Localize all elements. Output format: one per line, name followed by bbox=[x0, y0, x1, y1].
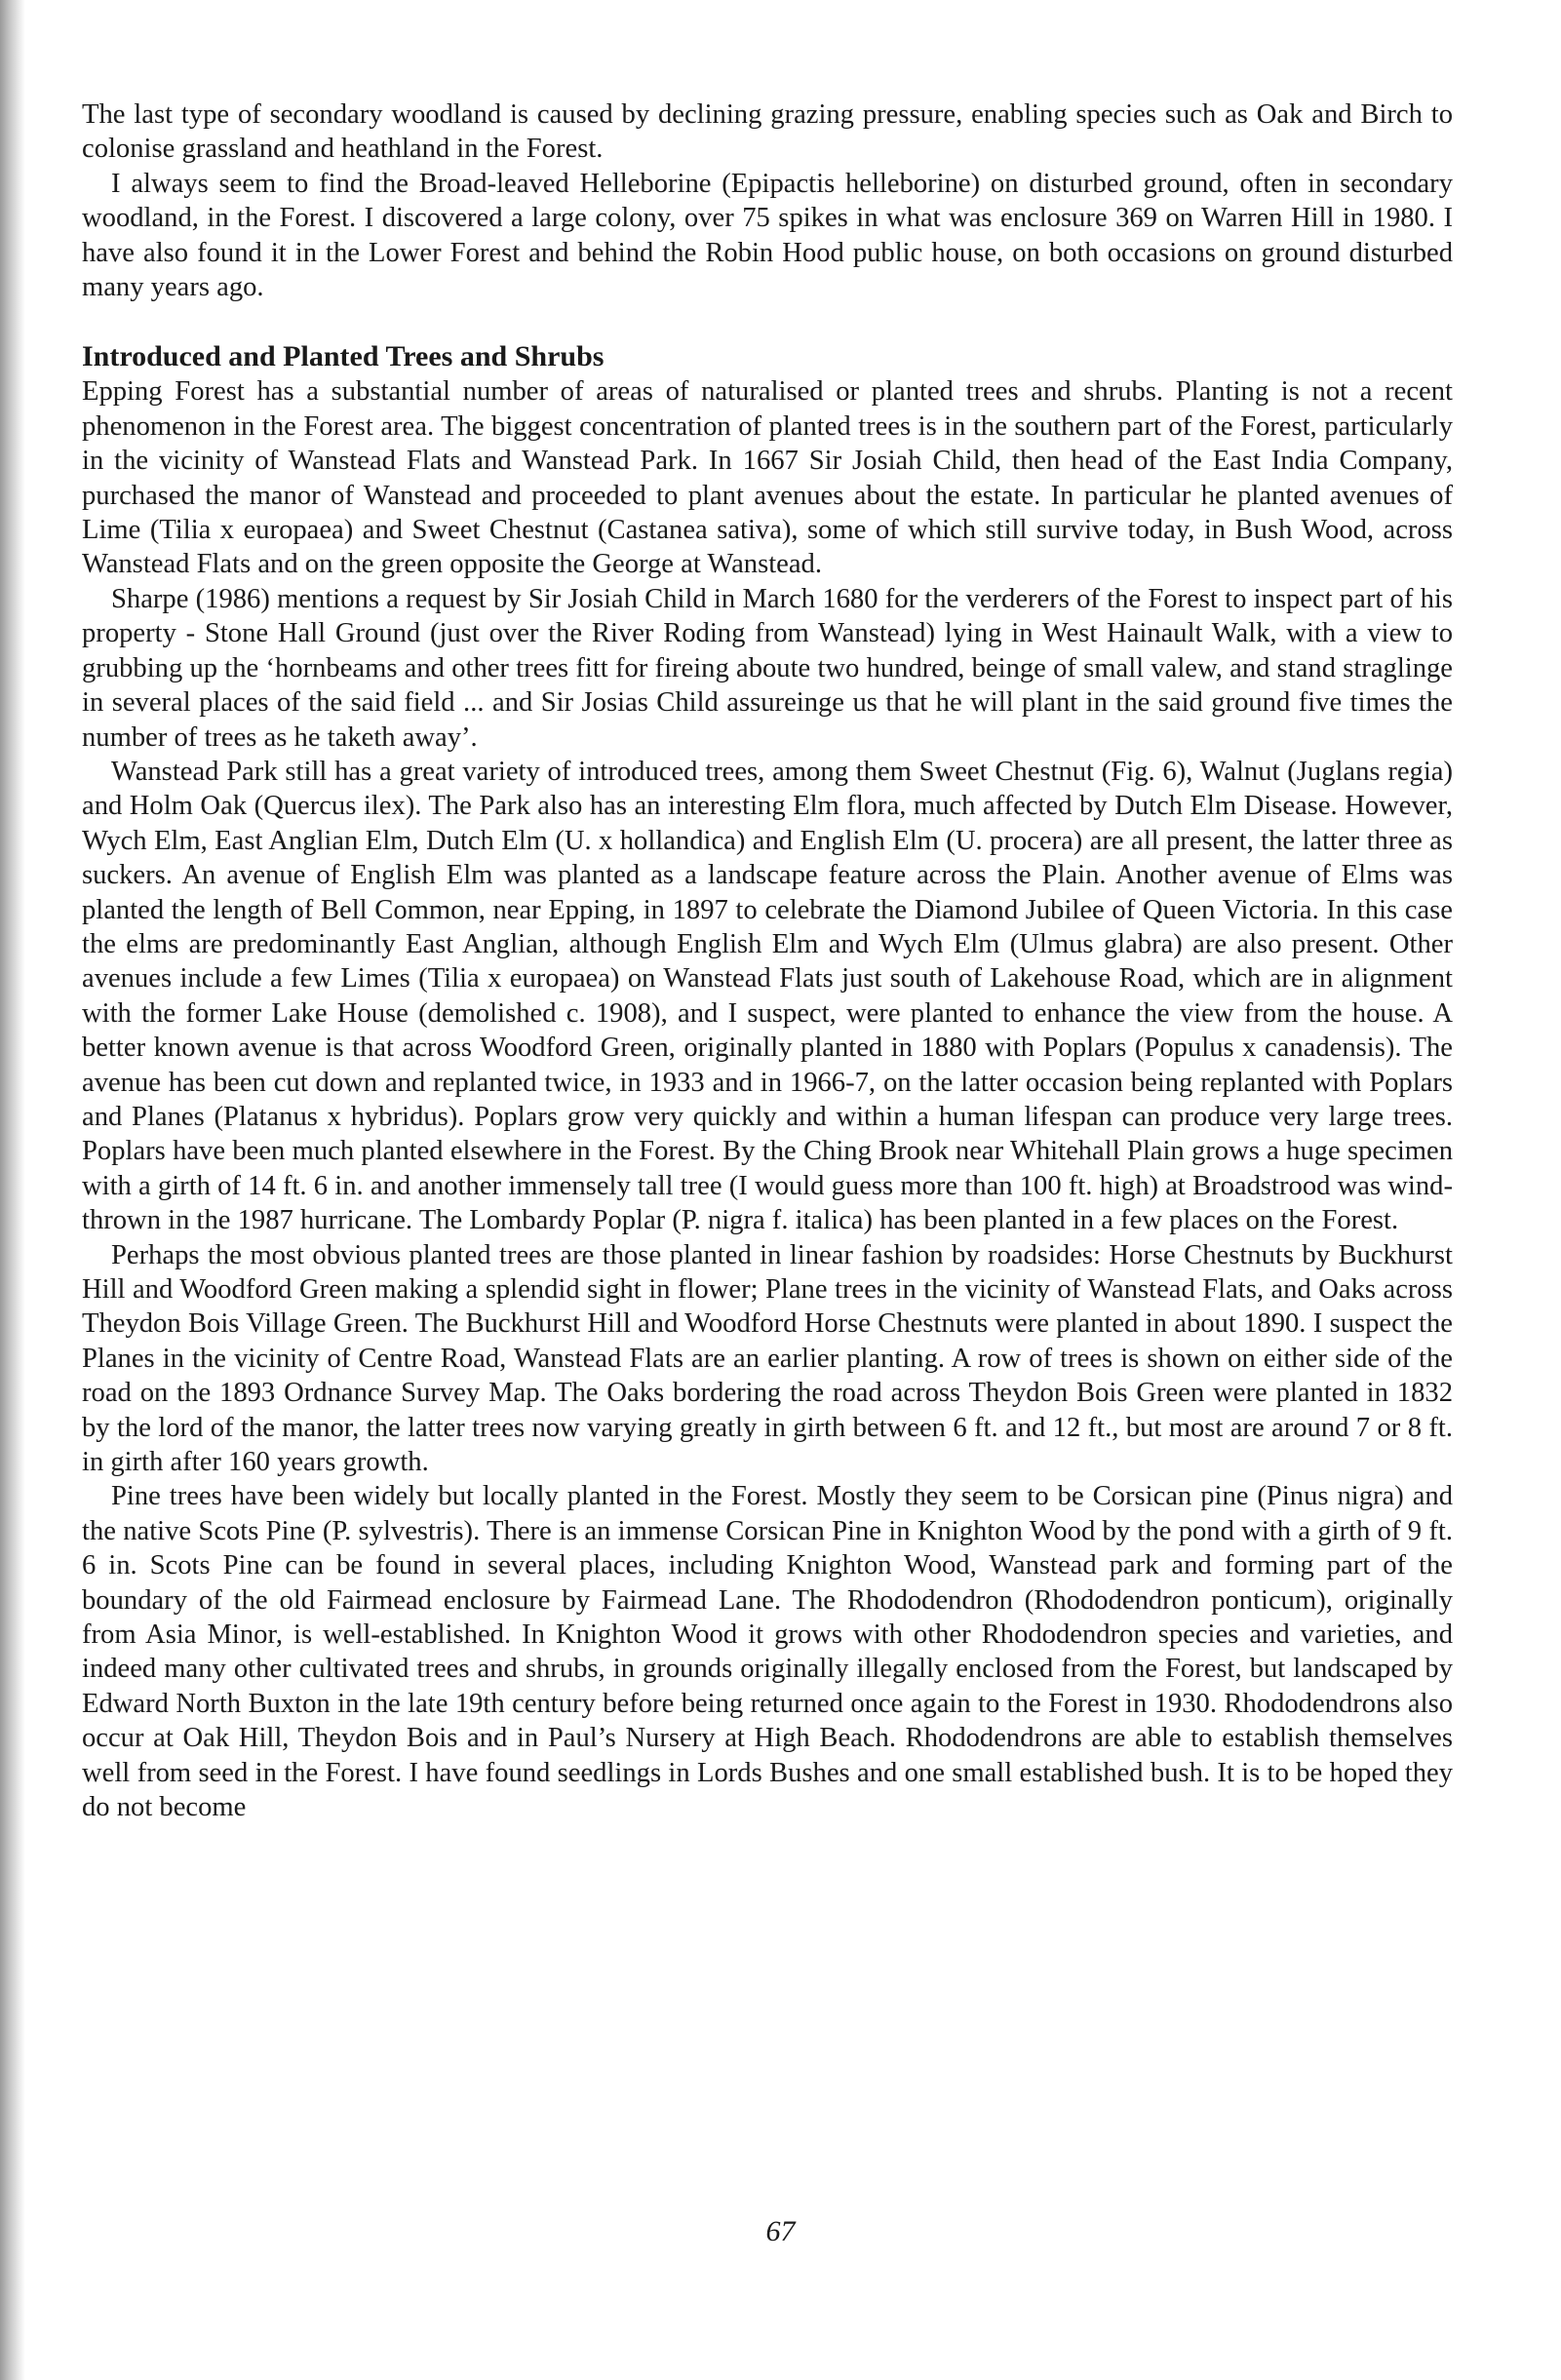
paragraph-sharpe-request: Sharpe (1986) mentions a request by Sir Josiah Child in March 1680 for the verderers of the Forest to inspect part of his property - Stone Hall Ground (just over the River Roding from Wanstead) lying in West Hainault Walk, with a view to grubbing up the ‘hornbeams and other trees fitt for fireing aboute two hundred, beinge of small valew, and stand straglinge in several places of the said field ... and Sir Josias Child assureinge us that he will plant in the said ground five times the number of trees as he taketh away’. bbox=[82, 583, 1453, 753]
paragraph-pine-rhododendron: Pine trees have been widely but locally planted in the Forest. Mostly they seem to be Corsican pine (Pinus nigra) and the native Scots Pine (P. sylvestris). There is an immense Corsican Pine in Knighton Wood by the pond with a girth of 9 ft. 6 in. Scots Pine can be found in several places, including Knighton Wood, Wanstead park and forming part of the boundary of the old Fairmead enclosure by Fairmead Lane. The Rhododendron (Rhododendron ponticum), originally from Asia Minor, is well-established. In Knighton Wood it grows with other Rhododendron species and varieties, and indeed many other cultivated trees and shrubs, in grounds originally illegally enclosed from the Forest, but landscaped by Edward North Buxton in the late 19th century before being returned once again to the Forest in 1930. Rhododendrons also occur at Oak Hill, Theydon Bois and in Paul’s Nursery at High Beach. Rhododendrons are able to establish themselves well from seed in the Forest. I have found seedlings in Lords Bushes and one small established bush. It is to be hoped they do not become bbox=[82, 1481, 1453, 1823]
section-heading: Introduced and Planted Trees and Shrubs bbox=[82, 340, 605, 373]
page-gutter-shadow bbox=[0, 0, 25, 2380]
page-number: 67 bbox=[765, 2215, 796, 2247]
paragraph-wanstead-park: Wanstead Park still has a great variety of introduced trees, among them Sweet Chestnut (Fig. 6), Walnut (Juglans regia) and Holm Oak (Quercus ilex). The Park also has an interesting Elm flora, much affected by Dutch Elm Disease. However, Wych Elm, East Anglian Elm, Dutch Elm (U. x hollandica) and English Elm (U. procera) are all present, the latter three as suckers. An avenue of English Elm was planted as a landscape feature across the Plain. Another avenue of Elms was planted the length of Bell Common, near Epping, in 1897 to celebrate the Diamond Jubilee of Queen Victoria. In this case the elms are predominantly East Anglian, although English Elm and Wych Elm (Ulmus glabra) are also present. Other avenues include a few Limes (Tilia x europaea) on Wanstead Flats just south of Lakehouse Road, which are in alignment with the former Lake House (demolished c. 1908), and I suspect, were planted to enhance the view from the house. A better known avenue is that across Woodford Green, originally planted in 1880 with Poplars (Populus x canadensis). The avenue has been cut down and replanted twice, in 1933 and in 1966-7, on the latter occasion being replanted with Poplars and Planes (Platanus x hybridus). Poplars grow very quickly and within a human lifespan can produce very large trees. Poplars have been much planted elsewhere in the Forest. By the Ching Brook near Whitehall Plain grows a huge specimen with a girth of 14 ft. 6 in. and another immensely tall tree (I would guess more than 100 ft. high) at Broadstrood was wind-thrown in the 1987 hurricane. The Lombardy Poplar (P. nigra f. italica) has been planted in a few places on the Forest. bbox=[82, 756, 1453, 1236]
spacer bbox=[82, 304, 1453, 322]
paragraph-secondary-woodland: The last type of secondary woodland is caused by declining grazing pressure, enabling species such as Oak and Birch to colonise grassland and heathland in the Forest. bbox=[82, 99, 1453, 165]
paragraph-planting-history: Epping Forest has a substantial number of areas of naturalised or planted trees and shrubs. Planting is not a recent phenomenon in the Forest area. The biggest concentration of planted trees is in the southern part of the Forest, particularly in the vicinity of Wanstead Flats and Wanstead Park. In 1667 Sir Josiah Child, then head of the East India Company, purchased the manor of Wanstead and proceeded to plant avenues about the estate. In particular he planted avenues of Lime (Tilia x europaea) and Sweet Chestnut (Castanea sativa), some of which still survive today, in Bush Wood, across Wanstead Flats and on the green opposite the George at Wanstead. bbox=[82, 376, 1453, 580]
paragraph-roadside-trees: Perhaps the most obvious planted trees are those planted in linear fashion by roadsides: Horse Chestnuts by Buckhurst Hill and Woodford Green making a splendid sight in flower; Plane trees in the vicinity of Wanstead Flats, and Oaks across Theydon Bois Village Green. The Buckhurst Hill and Woodford Horse Chestnuts were planted in about 1890. I suspect the Planes in the vicinity of Centre Road, Wanstead Flats are an earlier planting. A row of trees is shown on either side of the road on the 1893 Ordnance Survey Map. The Oaks bordering the road across Theydon Bois Green were planted in 1832 by the lord of the manor, the latter trees now varying greatly in girth between 6 ft. and 12 ft., but most are around 7 or 8 ft. in girth after 160 years growth. bbox=[82, 1239, 1453, 1478]
document-page bbox=[82, 98, 1453, 1825]
paragraph-helleborine: I always seem to find the Broad-leaved Helleborine (Epipactis helleborine) on disturbed ground, often in secondary woodland, in the Forest. I discovered a large colony, over 75 spikes in what was enclosure 369 on Warren Hill in 1980. I have also found it in the Lower Forest and behind the Robin Hood public house, on both occasions on ground disturbed many years ago. bbox=[82, 168, 1453, 303]
